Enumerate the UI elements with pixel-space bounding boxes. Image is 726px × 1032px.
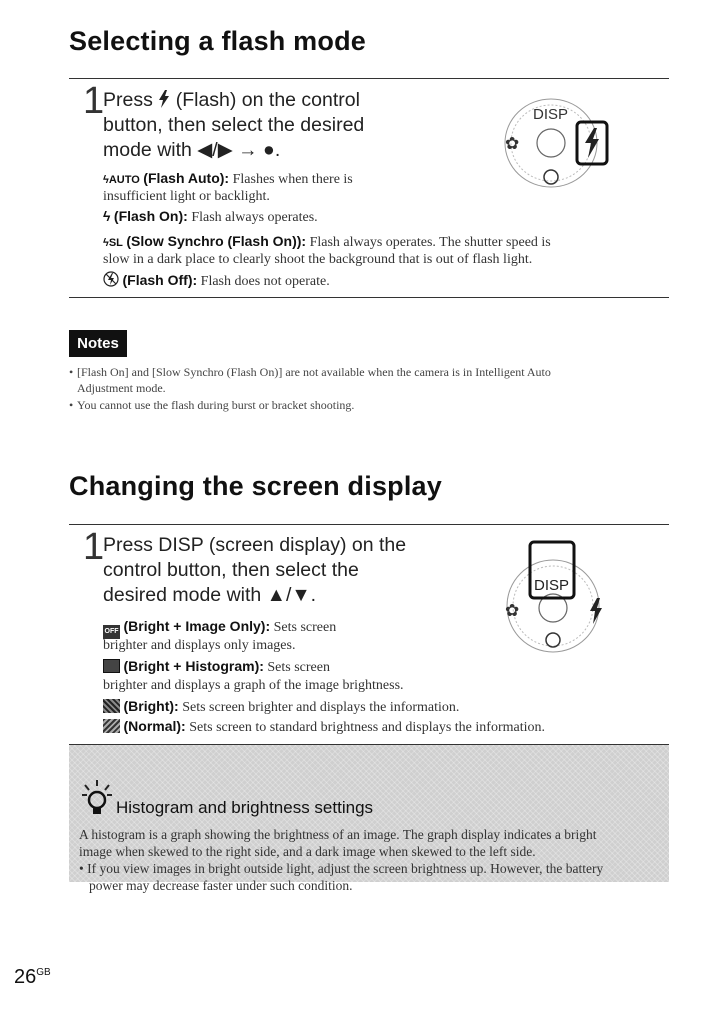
bright-icon (103, 699, 120, 713)
normal-item: (Normal): Sets screen to standard brightness and displays the information. (103, 717, 545, 738)
step-instruction: Press DISP (screen display) on the control button, then select the desired mode with ▲/▼. (103, 534, 407, 606)
page-number: $26^{GB}$ (14, 966, 51, 988)
note-item-cont: Adjustment mode. (77, 381, 166, 395)
divider (69, 524, 669, 525)
flash-off-icon (103, 271, 119, 287)
lightbulb-icon (80, 778, 114, 818)
flash-auto-item: ϟAUTO (Flash Auto): Flashes when there is (103, 170, 353, 187)
disp-label: DISP (533, 106, 569, 123)
step-number: 1 (83, 526, 105, 568)
divider (69, 297, 669, 298)
bright-image-only-item-cont: brighter and displays only images. (103, 638, 296, 653)
section-title-screen-display: Changing the screen display (69, 471, 442, 501)
hint-line: A histogram is a graph showing the brightness of an image. The graph display indicates a bright (79, 827, 597, 842)
macro-icon: ✿ (505, 134, 520, 154)
flash-icon (158, 90, 170, 108)
hint-line: power may decrease faster under such condition. (89, 878, 353, 893)
slow-synchro-icon: ϟSL (103, 237, 123, 249)
slow-synchro-item: ϟSL (Slow Synchro (Flash On)): Flash always operates. The shutter speed is (103, 233, 551, 250)
note-item: • You cannot use the flash during burst or bracket shooting. (69, 398, 355, 412)
flash-on-item: ϟ (Flash On): Flash always operates. (103, 208, 318, 225)
macro-icon: ✿ (505, 601, 520, 621)
slow-synchro-item-cont: slow in a dark place to clearly shoot the background that is out of flash light. (103, 252, 533, 267)
self-timer-icon (546, 633, 560, 647)
hint-line: image when skewed to the right side, and a dark image when skewed to the left side. (79, 844, 536, 859)
flash-auto-icon: ϟAUTO (103, 174, 140, 186)
bright-histogram-item-cont: brighter and displays a graph of the image brightness. (103, 678, 404, 693)
self-timer-icon (544, 170, 558, 184)
divider (69, 78, 669, 79)
control-button-diagram-disp (497, 534, 627, 664)
section-title-flash-mode: Selecting a flash mode (69, 26, 366, 56)
disp-label: DISP (534, 577, 570, 594)
bright-image-only-icon: OFF (103, 625, 120, 639)
note-item: • [Flash On] and [Slow Synchro (Flash On)] are not available when the camera is in Intelligent Auto (69, 365, 551, 379)
flash-icon (590, 598, 602, 624)
control-button-diagram-flash (493, 95, 633, 195)
step-number: 1 (83, 80, 105, 122)
bright-histogram-icon (103, 659, 120, 673)
hint-title: Histogram and brightness settings (116, 798, 374, 817)
flash-auto-item-cont: insufficient light or backlight. (103, 189, 270, 204)
step-instruction: Press (Flash) on the control button, then select the desired mode with ◀/▶ → ●. (103, 89, 365, 161)
bright-item: (Bright): Sets screen brighter and displays the information. (103, 697, 459, 718)
flash-on-icon: ϟ (103, 208, 111, 224)
bright-image-only-item: OFF (Bright + Image Only): Sets screen (103, 617, 336, 639)
bright-histogram-item: (Bright + Histogram): Sets screen (103, 657, 330, 678)
flash-off-item: (Flash Off): Flash does not operate. (103, 271, 330, 292)
normal-icon (103, 719, 120, 733)
notes-badge: Notes (69, 330, 127, 357)
hint-line: • If you view images in bright outside light, adjust the screen brightness up. However, the battery (79, 861, 604, 876)
